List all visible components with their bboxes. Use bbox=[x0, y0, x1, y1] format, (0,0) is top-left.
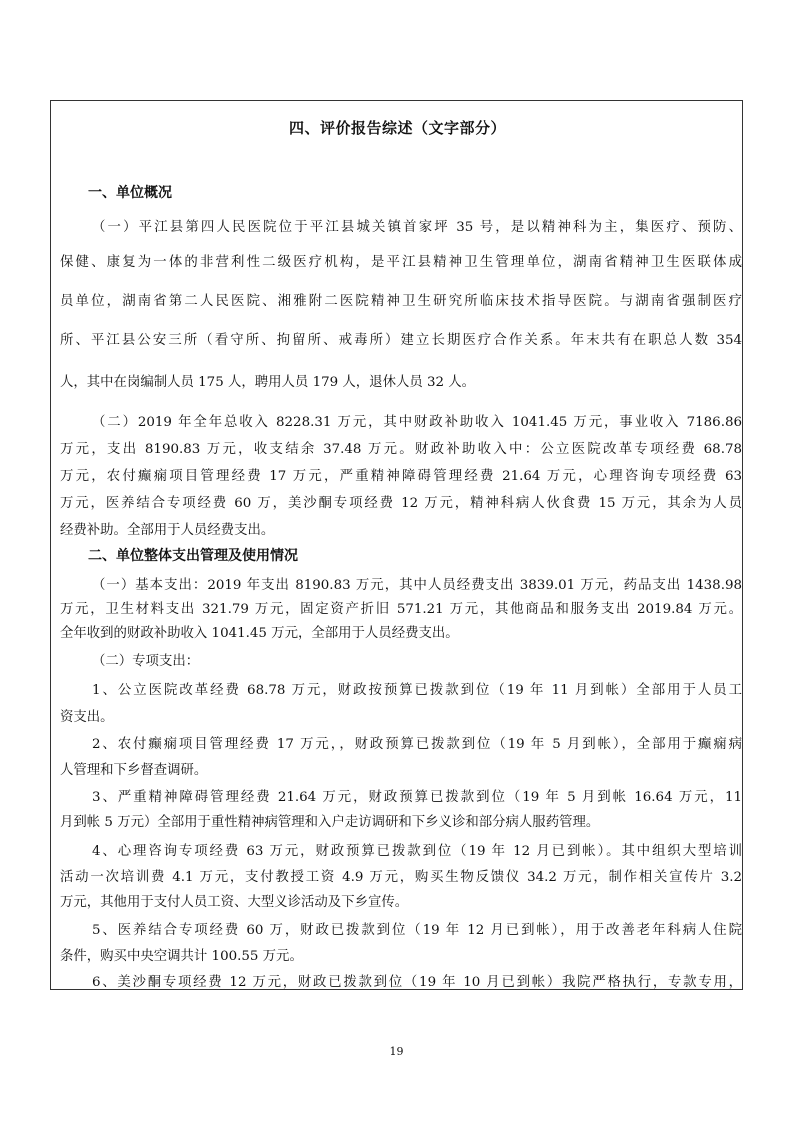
paragraph-line: 保健、康复为一体的非营利性二级医疗机构，是平江县精神卫生管理单位，湖南省精神卫生医联体成 bbox=[60, 255, 742, 270]
paragraph-line: 3、严重精神障碍管理经费 21.64 万元，财政预算已拨款到位（19 年 5 月到帐 16.64 万元，11 bbox=[92, 790, 742, 805]
page-title: 四、评价报告综述（文字部分） bbox=[288, 119, 506, 137]
paragraph-line: （一）基本支出：2019 年支出 8190.83 万元，其中人员经费支出 3839.01 万元，药品支出 1438.98 bbox=[92, 578, 742, 593]
paragraph-line: 万元，医养结合专项经费 60 万，美沙酮专项经费 12 万元，精神科病人伙食费 15 万元，其余为人员 bbox=[60, 496, 742, 511]
paragraph-line: （二）2019 年全年总收入 8228.31 万元，其中财政补助收入 1041.45 万元，事业收入 7186.86 bbox=[92, 415, 742, 430]
paragraph-line: 员单位，湖南省第二人民医院、湘雅附二医院精神卫生研究所临床技术指导医院。与湖南省强制医疗 bbox=[60, 294, 742, 309]
paragraph-line: 月到帐 5 万元）全部用于重性精神病管理和入户走访调研和下乡义诊和部分病人服药管理。 bbox=[60, 815, 600, 830]
paragraph-line: 万元，农付癫痫项目管理经费 17 万元，严重精神障碍管理经费 21.64 万元，心理咨询专项经费 63 bbox=[60, 469, 742, 484]
paragraph-line: 全年收到的财政补助收入 1041.45 万元，全部用于人员经费支出。 bbox=[60, 626, 459, 641]
paragraph-line: 万元，卫生材料支出 321.79 万元，固定资产折旧 571.21 万元，其他商品和服务支出 2019.84 万元。 bbox=[60, 602, 742, 617]
paragraph-line: 人，其中在岗编制人员 175 人，聘用人员 179 人，退休人员 32 人。 bbox=[60, 375, 476, 390]
paragraph-line: 5、医养结合专项经费 60 万，财政已拨款到位（19 年 12 月已到帐），用于改善老年科病人住院 bbox=[92, 923, 742, 938]
page-number: 19 bbox=[389, 1045, 404, 1058]
section-heading-expenditure: 二、单位整体支出管理及使用情况 bbox=[88, 548, 298, 564]
paragraph-line: 6、美沙酮专项经费 12 万元，财政已拨款到位（19 年 10 月已到帐）我院严格执行，专款专用， bbox=[92, 975, 742, 990]
paragraph-line: 条件，购买中央空调共计 100.55 万元。 bbox=[60, 949, 303, 964]
paragraph-line: 万元，支出 8190.83 万元，收支结余 37.48 万元。财政补助收入中：公立医院改革专项经费 68.78 bbox=[60, 442, 742, 457]
paragraph-line: 4、心理咨询专项经费 63 万元，财政预算已拨款到位（19 年 12 月已到帐）。其中组织大型培训 bbox=[92, 844, 742, 859]
section-heading-unit-overview: 一、单位概况 bbox=[88, 185, 172, 201]
paragraph-line: 1、公立医院改革经费 68.78 万元，财政按预算已拨款到位（19 年 11 月到帐）全部用于人员工 bbox=[92, 683, 742, 698]
paragraph-line: 人管理和下乡督查调研。 bbox=[60, 763, 208, 778]
paragraph-line: （一）平江县第四人民医院位于平江县城关镇首家坪 35 号，是以精神科为主，集医疗、预防、 bbox=[92, 220, 742, 235]
paragraph-line: （二）专项支出： bbox=[92, 654, 200, 669]
paragraph-line: 资支出。 bbox=[60, 710, 114, 725]
paragraph-line: 2、农付癫痫项目管理经费 17 万元，，财政预算已拨款到位（19 年 5 月到帐），全部用于癫痫病 bbox=[92, 737, 742, 752]
paragraph-line: 经费补助。全部用于人员经费支出。 bbox=[60, 523, 275, 538]
paragraph-line: 所、平江县公安三所（看守所、拘留所、戒毒所）建立长期医疗合作关系。年末共有在职总人数 354 bbox=[60, 333, 742, 348]
paragraph-line: 活动一次培训费 4.1 万元，支付教授工资 4.9 万元，购买生物反馈仪 34.2 万元，制作相关宣传片 3.2 bbox=[60, 870, 742, 885]
paragraph-line: 万元，其他用于支付人员工资、大型义诊活动及下乡宣传。 bbox=[60, 895, 409, 910]
